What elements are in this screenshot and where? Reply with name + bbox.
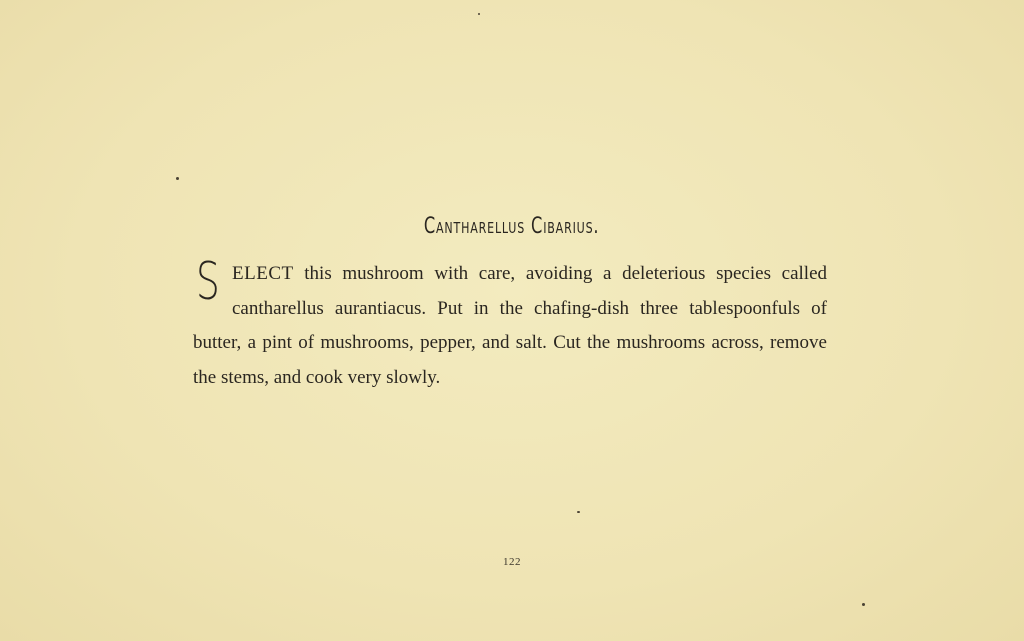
paper-speck (176, 177, 179, 180)
paper-speck (478, 13, 480, 15)
page-number: 122 (503, 556, 521, 568)
paragraph-text: this mushroom with care, avoiding a deleterious species called cantharellus aurantiacus. Put in the chafing-dish three tablespoonfuls of butter, a pint of mushrooms, pepper, and salt. Cut the mushrooms across, remove the stems, and cook very slowly. (193, 263, 827, 388)
paper-speck (577, 511, 580, 513)
recipe-paragraph (193, 252, 827, 395)
drop-cap-letter: S (196, 252, 220, 312)
lead-in-caps: ELECT (232, 263, 294, 284)
recipe-title: Cantharellus Cibarius. (423, 214, 600, 239)
paper-speck (862, 603, 865, 606)
